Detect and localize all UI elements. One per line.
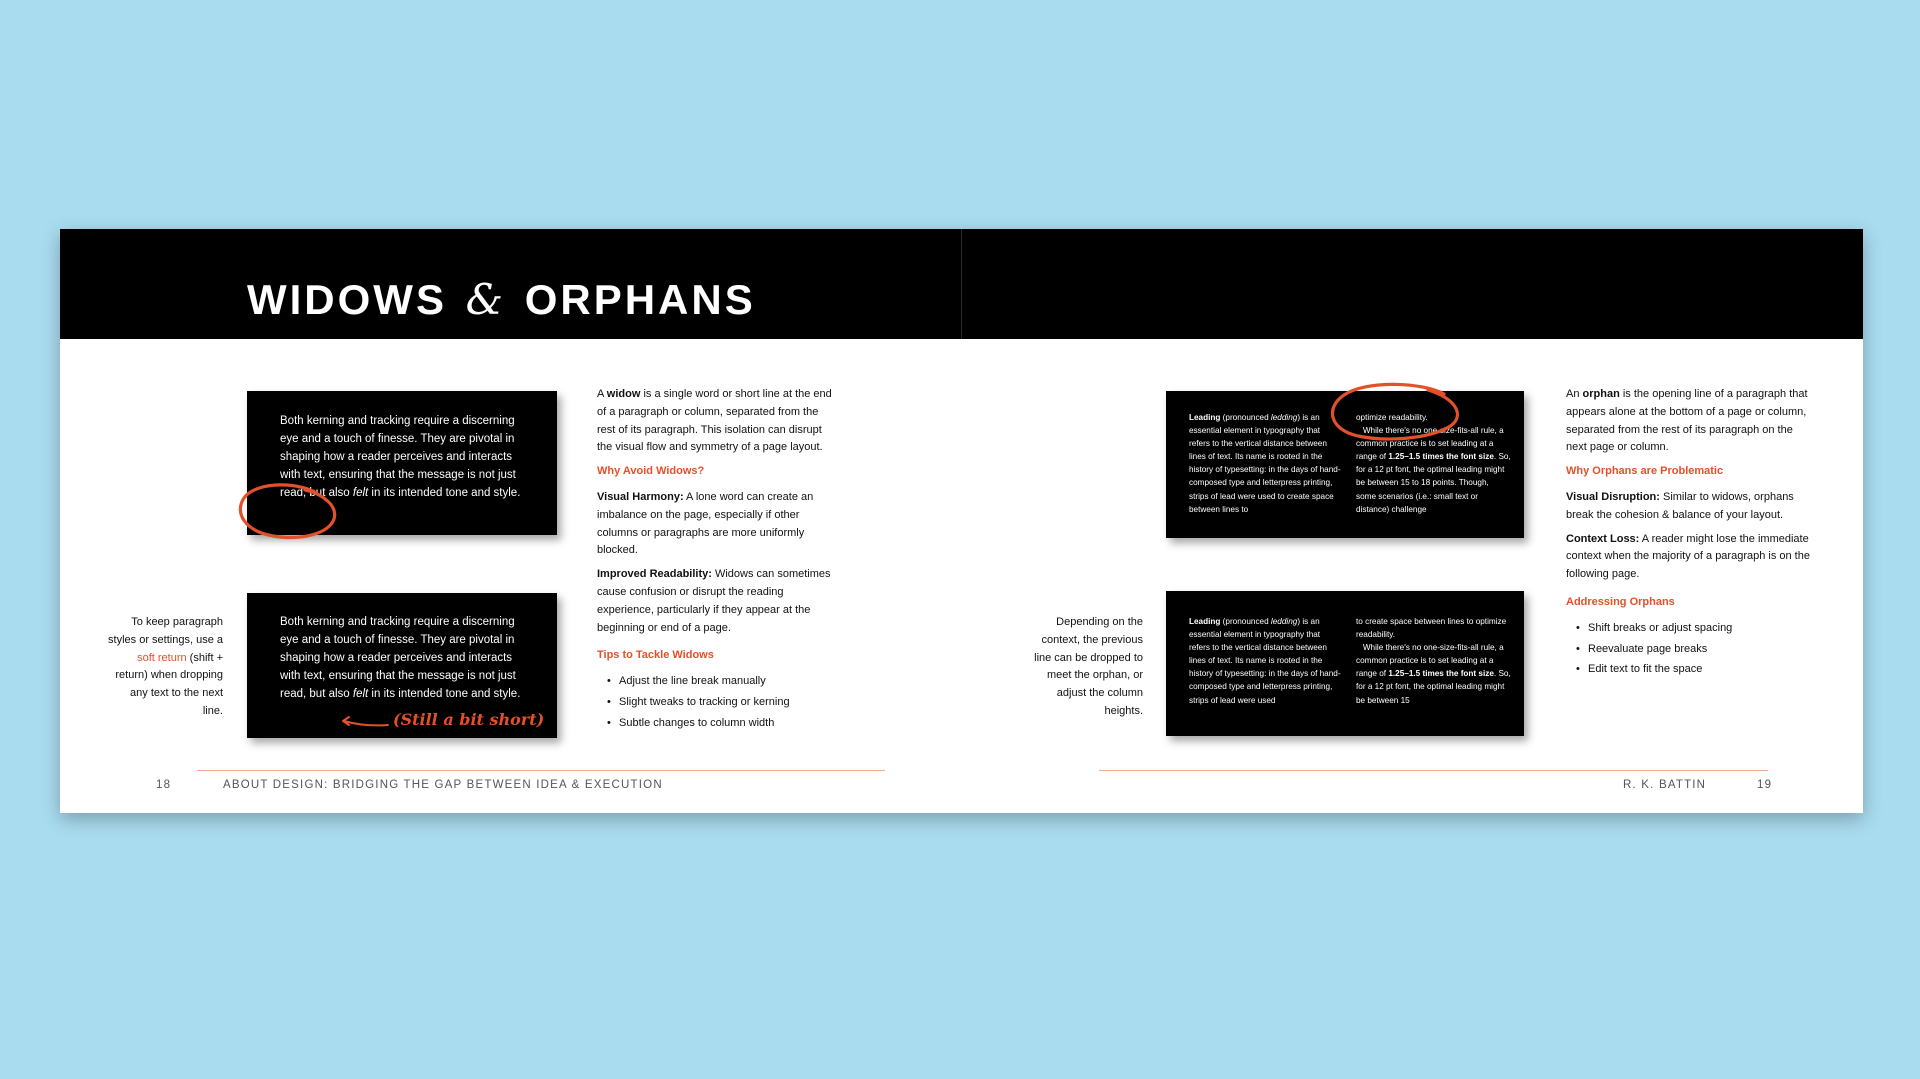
improved-readability: Improved Readability: Widows can sometimes cause confusion or disrupt the reading experience, particularly if they appear at the beginning or end of a page. (597, 568, 831, 634)
list-item: • Reevaluate page breaks (1566, 641, 1816, 659)
orphan-intro: An orphan is the opening line of a paragraph that appears alone at the bottom of a page or column, separated from the rest of its paragraph on the next page or column. (1566, 388, 1808, 454)
page-number-right: 19 (1757, 779, 1773, 791)
orphan-description (1566, 386, 1816, 682)
arrow-icon (340, 716, 390, 730)
orphan-fixed-col2: to create space between lines to optimize readability. While there's no one-size-fits-all rule, a common practice is to set leading at a range of 1.25–1.5 times the font size. So, for a 12 pt font, the optimal leading might be between 15 (1356, 617, 1511, 705)
widow-circle-mark (233, 481, 343, 541)
tips-heading: Tips to Tackle Widows (597, 649, 714, 662)
visual-disruption: Visual Disruption: Similar to widows, orphans break the cohesion & balance of your layout. (1566, 490, 1794, 521)
tips-list (597, 673, 837, 732)
orphan-fixed-box (1166, 591, 1524, 736)
orphan-example-col1: Leading (pronounced ledding) is an essential element in typography that refers to the vertical distance between lines of text. Its name is rooted in the history of typesetting: in the days of hand-composed type and letterpress printing, strips of lead were used to create space between lines to (1189, 413, 1341, 514)
footer-rule-left (197, 770, 885, 771)
orphan-fixed-col1: Leading (pronounced ledding) is an essential element in typography that refers to the vertical distance between lines of text. Its name is rooted in the history of typesetting: in the days of hand-composed type and letterpress printing, strips of lead were used (1189, 617, 1341, 705)
page-number-left: 18 (156, 779, 172, 791)
annotation-still-short: (Still a bit short) (393, 710, 545, 729)
widow-example-text: Both kerning and tracking require a discerning eye and a touch of finesse. They are pivotal in shaping how a reader perceives and interacts with text, ensuring that the message is not just read, but also felt in its intended tone and style. (280, 415, 521, 499)
why-orphans-heading: Why Orphans are Problematic (1566, 465, 1724, 478)
context-loss: Context Loss: A reader might lose the immediate context when the majority of a paragraph is on the following page. (1566, 532, 1810, 581)
page-gutter (961, 229, 962, 339)
widow-intro: A widow is a single word or short line at the end of a paragraph or column, separated from the rest of its paragraph. This isolation can disrupt the visual flow and symmetry of a page layout. (597, 388, 832, 454)
list-item: • Subtle changes to column width (597, 715, 837, 733)
widow-fixed-text: Both kerning and tracking require a discerning eye and a touch of finesse. They are pivotal in shaping how a reader perceives and interacts with text, ensuring that the message is not just read, but also felt in its intended tone and style. (280, 616, 521, 700)
visual-harmony: Visual Harmony: A lone word can create an imbalance on the page, especially if other columns or paragraphs are more uniformly blocked. (597, 490, 814, 557)
running-title: ABOUT DESIGN: BRIDGING THE GAP BETWEEN IDEA & EXECUTION (223, 779, 663, 791)
why-avoid-widows-heading: Why Avoid Widows? (597, 465, 705, 478)
page-title (247, 275, 756, 324)
soft-return-note: To keep paragraph styles or settings, use a soft return (shift + return) when dropping any text to the next line. (108, 616, 223, 717)
addressing-list (1566, 620, 1816, 679)
footer-rule-right (1099, 770, 1768, 771)
list-item: • Adjust the line break manually (597, 673, 837, 691)
addressing-orphans-heading: Addressing Orphans (1566, 595, 1675, 608)
orphan-circle-mark (1324, 382, 1464, 444)
list-item: • Slight tweaks to tracking or kerning (597, 694, 837, 712)
author-name: R. K. BATTIN (1623, 779, 1707, 791)
title-ampersand: & (465, 275, 507, 324)
title-word-widows: WIDOWS (247, 276, 447, 323)
list-item: • Shift breaks or adjust spacing (1566, 620, 1816, 638)
orphan-example-col2: optimize readability. While there's no one-size-fits-all rule, a common practice is to set leading at a range of 1.25–1.5 times the font size. So, for a 12 pt font, the optimal leading might be between 15 to 18 points. Though, some scenarios (i.e.: small text or distance) challenge (1356, 413, 1511, 514)
title-word-orphans: ORPHANS (524, 276, 756, 323)
book-spread (60, 229, 1863, 813)
list-item: • Edit text to fit the space (1566, 661, 1816, 679)
widow-description (597, 386, 837, 736)
orphan-side-note: Depending on the context, the previous line can be dropped to meet the orphan, or adjust the column heights. (1034, 616, 1143, 717)
